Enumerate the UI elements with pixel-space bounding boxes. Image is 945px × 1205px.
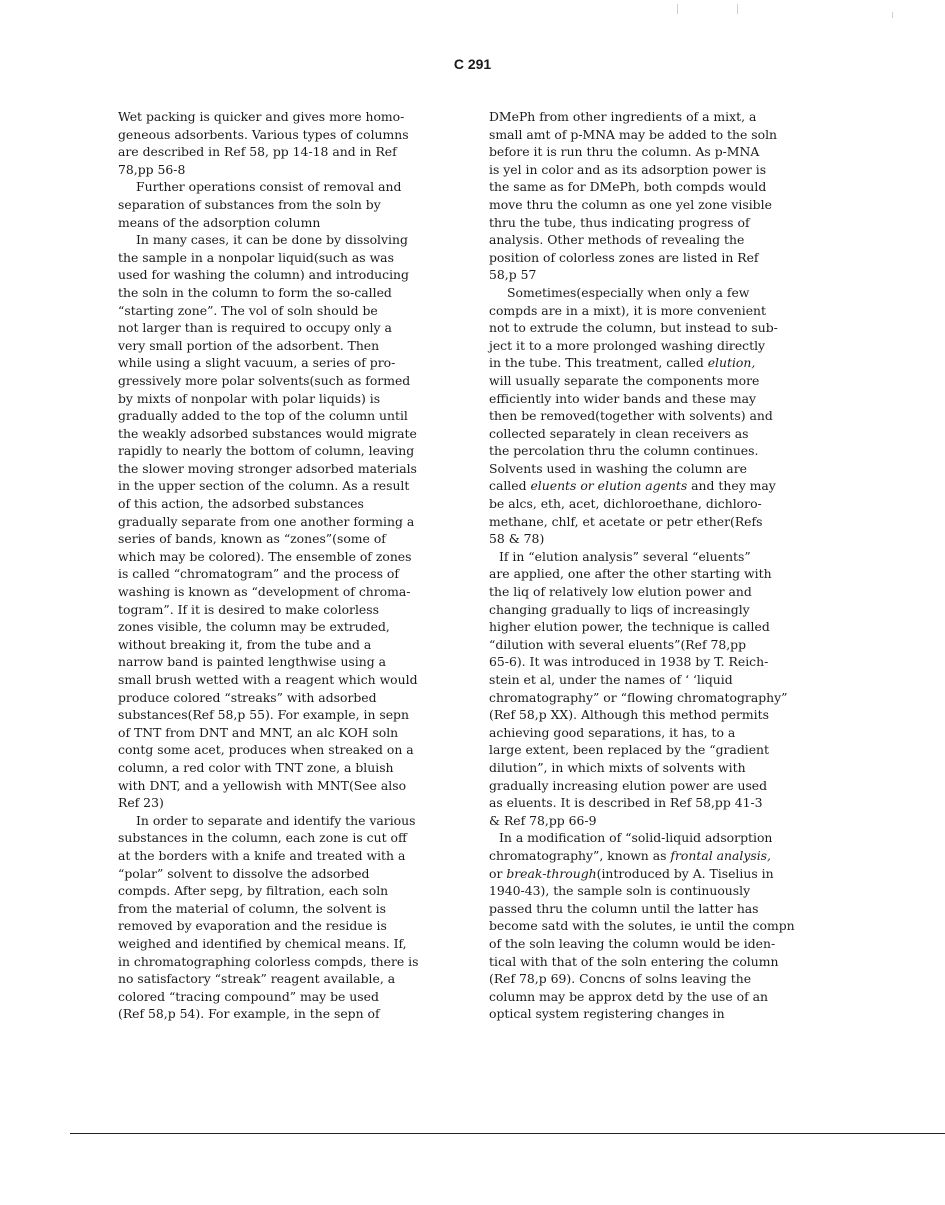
text-line: separation of substances from the soln by xyxy=(118,196,381,212)
text-line: in chromatographing colorless compds, there is xyxy=(118,953,419,969)
text-line: (Ref 58,p 54). For example, in the sepn of xyxy=(118,1006,380,1022)
text-line: If in “elution analysis” several “eluents” xyxy=(499,548,751,564)
text-line: DMePh from other ingredients of a mixt, a xyxy=(489,109,757,124)
scan-mark xyxy=(677,4,678,14)
text-line: gradually increasing elution power are used xyxy=(489,777,768,793)
text-line: (Ref 58,p XX). Although this method permits xyxy=(489,707,769,723)
text-line: collected separately in clean receivers as xyxy=(489,425,749,441)
text-line: the soln in the column to form the so-called xyxy=(118,284,392,300)
page-number: C 291 xyxy=(453,56,492,72)
text-line: achieving good separations, it has, to a xyxy=(489,724,736,740)
text-line: optical system registering changes in xyxy=(489,1006,725,1022)
text-line: ject it to a more prolonged washing directly xyxy=(489,337,766,353)
text-line: Further operations consist of removal and xyxy=(136,179,402,195)
text-line: of this action, the adsorbed substances xyxy=(118,496,364,512)
text-line: analysis. Other methods of revealing the xyxy=(489,232,745,248)
text-line: higher elution power, the technique is called xyxy=(489,619,770,635)
text-line: efficiently into wider bands and these may xyxy=(489,390,757,406)
text-line: from the material of column, the solvent is xyxy=(118,900,387,916)
text-line: very small portion of the adsorbent. Then xyxy=(118,337,380,353)
text-line: are described in Ref 58, pp 14-18 and in Ref xyxy=(118,144,397,160)
text-line: colored “tracing compound” may be used xyxy=(118,988,379,1004)
text-line: in the tube. This treatment, called elution, xyxy=(489,355,756,371)
text-line: gressively more polar solvents(such as formed xyxy=(118,372,411,388)
text-line: (Ref 78,p 69). Concns of solns leaving the xyxy=(489,971,752,987)
text-line: zones visible, the column may be extruded, xyxy=(118,619,390,635)
text-line: 78,pp 56-8 xyxy=(118,161,186,177)
text-line: 58 & 78) xyxy=(489,531,545,547)
text-line: compds are in a mixt), it is more convenient xyxy=(489,302,766,318)
text-line: dilution”, in which mixts of solvents with xyxy=(489,759,746,775)
text-line: narrow band is painted lengthwise using a xyxy=(118,654,386,670)
text-line: the percolation thru the column continues. xyxy=(489,443,759,459)
text-line: Wet packing is quicker and gives more homo- xyxy=(118,109,405,124)
text-line: will usually separate the components more xyxy=(489,372,760,388)
text-line: 1940-43), the sample soln is continuously xyxy=(489,883,751,899)
text-line: with DNT, and a yellowish with MNT(See also xyxy=(118,777,407,793)
text-line: stein et al, under the names of ‘ ‘liquid xyxy=(489,672,733,687)
text-line: at the borders with a knife and treated with a xyxy=(118,847,406,863)
text-line: methane, chlf, et acetate or petr ether(Refs xyxy=(489,513,763,529)
text-line: togram”. If it is desired to make colorless xyxy=(118,601,379,617)
text-line: chromatography” or “flowing chromatography” xyxy=(489,689,788,705)
text-line: are applied, one after the other starting with xyxy=(489,566,772,582)
text-line: substances in the column, each zone is cut off xyxy=(118,830,407,846)
text-line: produce colored “streaks” with adsorbed xyxy=(118,689,377,705)
text-line: rapidly to nearly the bottom of column, leaving xyxy=(118,443,415,459)
text-line: small amt of p-MNA may be added to the soln xyxy=(489,126,778,142)
text-line: series of bands, known as “zones”(some of xyxy=(118,531,386,547)
text-line: no satisfactory “streak” reagent available, a xyxy=(118,971,396,987)
text-line: weighed and identified by chemical means. If, xyxy=(118,935,407,951)
text-line: before it is run thru the column. As p-MNA xyxy=(489,144,760,160)
text-line: In many cases, it can be done by dissolving xyxy=(136,232,408,248)
text-line: gradually added to the top of the column until xyxy=(118,408,408,424)
bottom-rule xyxy=(70,1133,945,1134)
text-line: large extent, been replaced by the “gradient xyxy=(489,742,770,758)
text-line: by mixts of nonpolar with polar liquids) is xyxy=(118,390,381,406)
text-line: “dilution with several eluents”(Ref 78,pp xyxy=(489,636,747,652)
text-line: 58,p 57 xyxy=(489,267,537,283)
text-line: which may be colored). The ensemble of zones xyxy=(118,548,412,564)
text-line: washing is known as “development of chroma- xyxy=(118,584,411,600)
text-line: “starting zone”. The vol of soln should be xyxy=(118,302,378,318)
text-line: changing gradually to liqs of increasingly xyxy=(489,601,750,617)
text-line: In a modification of “solid-liquid adsorption xyxy=(499,830,773,846)
text-line: geneous adsorbents. Various types of columns xyxy=(118,126,409,142)
text-line: is called “chromatogram” and the process of xyxy=(118,566,399,582)
text-line: means of the adsorption column xyxy=(118,214,321,230)
text-line: in the upper section of the column. As a result xyxy=(118,478,410,494)
text-line: not larger than is required to occupy only a xyxy=(118,320,392,336)
text-line: the same as for DMePh, both compds would xyxy=(489,179,767,195)
text-line: column, a red color with TNT zone, a bluish xyxy=(118,759,394,775)
text-line: of the soln leaving the column would be iden- xyxy=(489,935,776,951)
text-line: thru the tube, thus indicating progress of xyxy=(489,214,750,230)
text-line: substances(Ref 58,p 55). For example, in sepn xyxy=(118,707,409,723)
text-line: 65-6). It was introduced in 1938 by T. Reich- xyxy=(489,654,769,670)
text-line: the slower moving stronger adsorbed materials xyxy=(118,460,417,476)
text-line: is yel in color and as its adsorption power is xyxy=(489,161,767,177)
text-line: contg some acet, produces when streaked on a xyxy=(118,742,414,758)
text-line: not to extrude the column, but instead to sub- xyxy=(489,320,778,336)
text-line: compds. After sepg, by filtration, each soln xyxy=(118,883,389,899)
text-line: tical with that of the soln entering the column xyxy=(489,953,779,969)
text-line: In order to separate and identify the various xyxy=(136,812,416,828)
left-text-column xyxy=(118,108,438,1023)
right-text-column xyxy=(489,108,819,1023)
text-line: the weakly adsorbed substances would migrate xyxy=(118,425,417,441)
text-line: “polar” solvent to dissolve the adsorbed xyxy=(118,865,370,881)
text-line: gradually separate from one another forming a xyxy=(118,513,415,529)
text-line: as eluents. It is described in Ref 58,pp 41-3 xyxy=(489,795,763,811)
text-line: chromatography”, known as frontal analysis, xyxy=(489,847,771,863)
text-line: position of colorless zones are listed in Ref xyxy=(489,249,759,265)
text-line: Solvents used in washing the column are xyxy=(489,460,747,476)
text-line: be alcs, eth, acet, dichloroethane, dichloro- xyxy=(489,496,762,512)
scan-mark xyxy=(892,12,893,18)
text-line: of TNT from DNT and MNT, an alc KOH soln xyxy=(118,724,399,740)
text-line: while using a slight vacuum, a series of pro- xyxy=(118,355,396,371)
scan-mark xyxy=(737,4,738,14)
text-line: Ref 23) xyxy=(118,795,164,811)
text-line: then be removed(together with solvents) and xyxy=(489,408,773,424)
text-line: removed by evaporation and the residue is xyxy=(118,918,387,934)
text-line: become satd with the solutes, ie until the compn xyxy=(489,918,795,934)
text-line: the liq of relatively low elution power and xyxy=(489,584,752,600)
text-line: & Ref 78,pp 66-9 xyxy=(489,812,597,828)
text-line: move thru the column as one yel zone visible xyxy=(489,196,772,212)
text-line: used for washing the column) and introducing xyxy=(118,267,409,283)
text-line: or break-through(introduced by A. Tiselius in xyxy=(489,865,774,881)
text-line: Sometimes(especially when only a few xyxy=(507,284,750,300)
text-line: column may be approx detd by the use of an xyxy=(489,988,769,1004)
text-line: small brush wetted with a reagent which would xyxy=(118,672,418,687)
text-line: without breaking it, from the tube and a xyxy=(118,636,372,652)
text-line: passed thru the column until the latter has xyxy=(489,900,759,916)
text-line: called eluents or elution agents and they may xyxy=(489,478,776,494)
text-line: the sample in a nonpolar liquid(such as was xyxy=(118,249,394,265)
